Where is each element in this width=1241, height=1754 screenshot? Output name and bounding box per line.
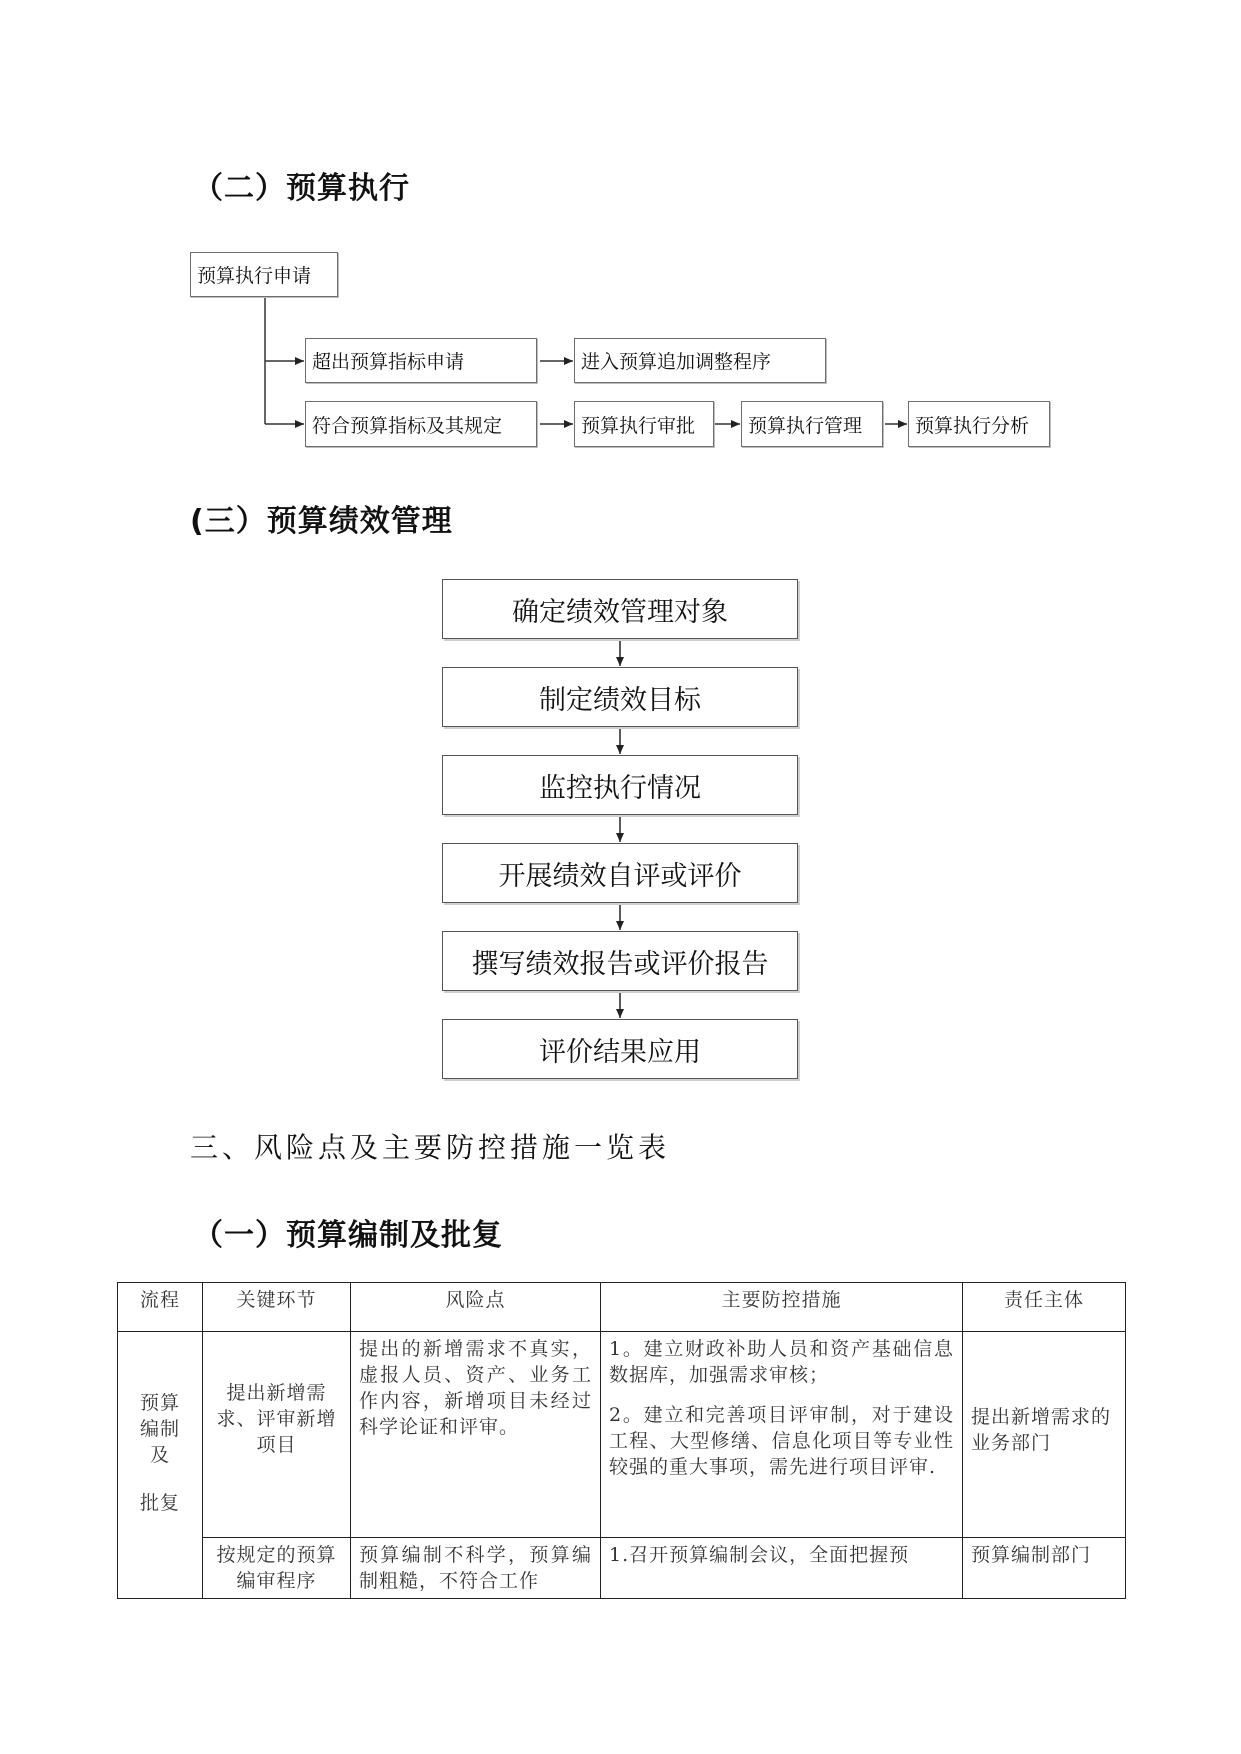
process-line: 批复 — [139, 1492, 180, 1514]
section-perf-title: (三）预算绩效管理 — [190, 504, 453, 539]
risk-table — [117, 1282, 1126, 1599]
exec-analyze-box: 预算执行分析 — [908, 401, 1050, 447]
perf-step-6: 评价结果应用 — [442, 1019, 798, 1079]
header-key-step: 关键环节 — [203, 1283, 351, 1332]
exec-conform-box: 符合预算指标及其规定 — [305, 401, 537, 447]
header-owner: 责任主体 — [963, 1283, 1126, 1332]
perf-step-5: 撰写绩效报告或评价报告 — [442, 931, 798, 991]
process-cell — [118, 1332, 203, 1599]
header-risk: 风险点 — [351, 1283, 601, 1332]
measure-item: 2。建立和完善项目评审制，对于建设工程、大型修缮、信息化项目等专业性较强的重大事项，需先进行项目评审. — [609, 1404, 954, 1478]
key-step-cell: 提出新增需求、评审新增项目 — [203, 1332, 351, 1538]
key-step-cell: 按规定的预算编审程序 — [203, 1538, 351, 1599]
process-line: 编制 — [139, 1418, 180, 1440]
measures-cell — [601, 1332, 963, 1538]
measure-item: 1.召开预算编制会议，全面把握预 — [609, 1544, 910, 1566]
exec-manage-box: 预算执行管理 — [741, 401, 883, 447]
perf-step-2: 制定绩效目标 — [442, 667, 798, 727]
section-risk-title: 三、风险点及主要防控措施一览表 — [190, 1131, 671, 1164]
risk-cell: 预算编制不科学，预算编制粗糙，不符合工作 — [351, 1538, 601, 1599]
header-process: 流程 — [118, 1283, 203, 1332]
table-row — [118, 1332, 1126, 1538]
process-line: 及 — [149, 1444, 170, 1466]
measures-cell — [601, 1538, 963, 1599]
table-header-row — [118, 1283, 1126, 1332]
header-measures: 主要防控措施 — [601, 1283, 963, 1332]
section-compile-title: （一）预算编制及批复 — [193, 1218, 503, 1253]
exec-approve-box: 预算执行审批 — [574, 401, 714, 447]
exec-over-box: 超出预算指标申请 — [305, 338, 537, 383]
measure-item: 1。建立财政补助人员和资产基础信息数据库，加强需求审核； — [609, 1338, 954, 1386]
section-exec-title: （二）预算执行 — [193, 171, 410, 206]
perf-step-1: 确定绩效管理对象 — [442, 579, 798, 639]
exec-adjust-box: 进入预算追加调整程序 — [574, 338, 826, 383]
table-row — [118, 1538, 1126, 1599]
owner-cell: 预算编制部门 — [963, 1538, 1126, 1599]
perf-step-4: 开展绩效自评或评价 — [442, 843, 798, 903]
risk-cell: 提出的新增需求不真实，虚报人员、资产、业务工作内容，新增项目未经过科学论证和评审。 — [351, 1332, 601, 1538]
exec-apply-box: 预算执行申请 — [190, 252, 338, 297]
perf-step-3: 监控执行情况 — [442, 755, 798, 815]
process-line: 预算 — [139, 1392, 180, 1414]
owner-cell: 提出新增需求的业务部门 — [963, 1332, 1126, 1538]
